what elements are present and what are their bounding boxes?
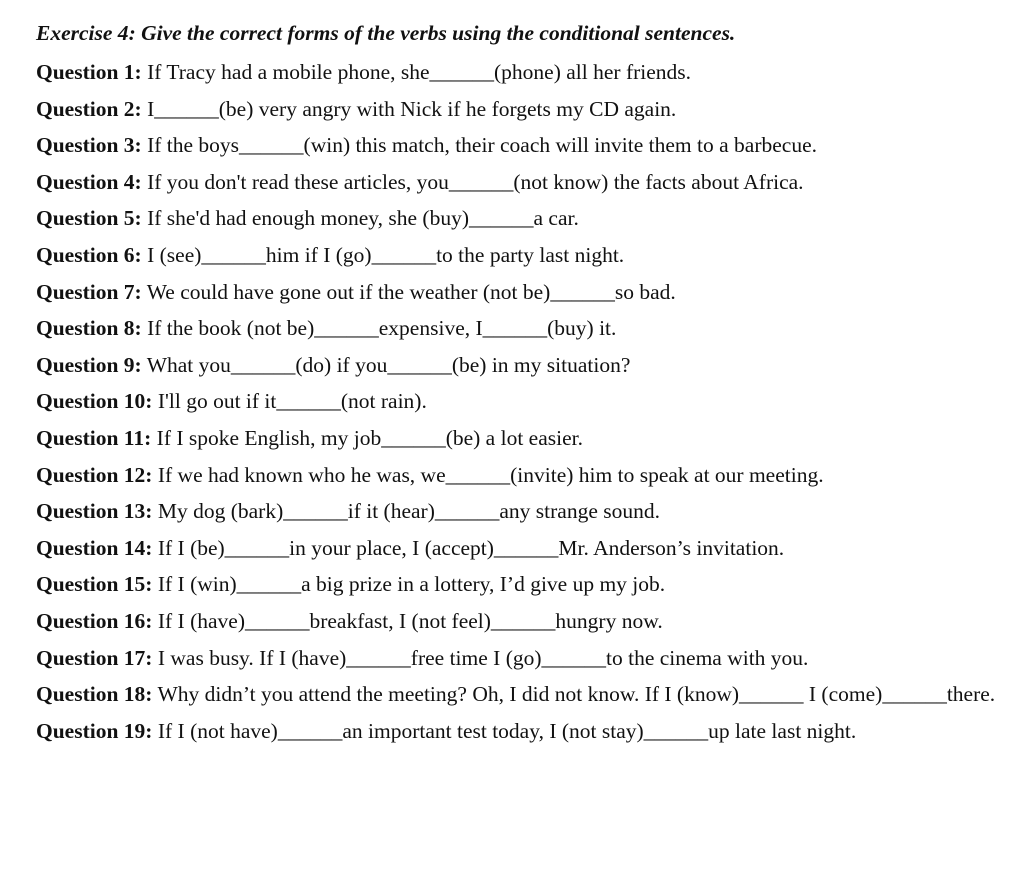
question-number: Question 10: (36, 389, 153, 414)
question-number: Question 19: (36, 718, 153, 743)
question-number: Question 7: (36, 279, 142, 304)
question-number: Question 5: (36, 206, 142, 231)
exercise-heading (36, 18, 996, 54)
question-text: I______(be) very angry with Nick if he forgets my CD again. (141, 96, 677, 121)
question-number: Question 6: (36, 242, 142, 267)
question-19 (36, 713, 996, 750)
question-text: If I (be)______in your place, I (accept)______Mr. Anderson’s invitation. (152, 535, 785, 560)
question-number: Question 13: (36, 499, 153, 524)
question-text: We could have gone out if the weather (not be)______so bad. (141, 279, 676, 304)
question-text: If Tracy had a mobile phone, she______(phone) all her friends. (141, 60, 692, 84)
question-number: Question 8: (36, 316, 142, 341)
question-number: Question 11: (36, 425, 152, 450)
question-1 (36, 54, 996, 91)
question-10 (36, 383, 996, 420)
question-14 (36, 530, 996, 567)
question-17 (36, 640, 996, 677)
question-number: Question 12: (36, 462, 153, 487)
question-number: Question 15: (36, 572, 153, 597)
question-2 (36, 91, 996, 128)
question-15 (36, 566, 996, 603)
question-6 (36, 237, 996, 274)
question-18 (36, 676, 996, 713)
question-text: I'll go out if it______(not rain). (152, 389, 427, 414)
exercise-instruction: : Give the correct forms of the verbs using the conditional sentences. (128, 21, 736, 45)
question-number: Question 1: (36, 60, 142, 84)
question-11 (36, 420, 996, 457)
question-text: My dog (bark)______if it (hear)______any strange sound. (152, 499, 660, 524)
question-text: If you don't read these articles, you______(not know) the facts about Africa. (141, 169, 804, 194)
worksheet (36, 18, 996, 749)
question-text: If she'd had enough money, she (buy)______a car. (141, 206, 579, 231)
question-8 (36, 310, 996, 347)
question-number: Question 4: (36, 169, 142, 194)
question-9 (36, 347, 996, 384)
exercise-label: Exercise 4 (36, 21, 129, 45)
question-text: If we had known who he was, we______(invite) him to speak at our meeting. (152, 462, 824, 487)
question-4 (36, 164, 996, 201)
question-text: If the book (not be)______expensive, I______(buy) it. (141, 316, 617, 341)
question-text: If I (win)______a big prize in a lottery, I’d give up my job. (152, 572, 666, 597)
question-number: Question 18: (36, 682, 153, 707)
question-3 (36, 127, 996, 164)
question-12 (36, 457, 996, 494)
question-text: Why didn’t you attend the meeting? Oh, I did not know. If I (know)______ I (come)______there. (152, 682, 996, 707)
question-number: Question 16: (36, 608, 153, 633)
question-5 (36, 200, 996, 237)
question-13 (36, 493, 996, 530)
question-text: If I (not have)______an important test today, I (not stay)______up late last night. (152, 718, 857, 743)
question-text: I (see)______him if I (go)______to the party last night. (141, 242, 625, 267)
question-text: If I (have)______breakfast, I (not feel)______hungry now. (152, 608, 663, 633)
question-number: Question 9: (36, 352, 142, 377)
question-text: If the boys______(win) this match, their coach will invite them to a barbecue. (141, 133, 817, 158)
question-text: What you______(do) if you______(be) in my situation? (141, 352, 631, 377)
question-number: Question 14: (36, 535, 153, 560)
question-number: Question 3: (36, 133, 142, 158)
question-16 (36, 603, 996, 640)
question-7 (36, 274, 996, 311)
question-number: Question 2: (36, 96, 142, 121)
question-text: I was busy. If I (have)______free time I (go)______to the cinema with you. (152, 645, 809, 670)
question-number: Question 17: (36, 645, 153, 670)
question-text: If I spoke English, my job______(be) a lot easier. (151, 425, 583, 450)
